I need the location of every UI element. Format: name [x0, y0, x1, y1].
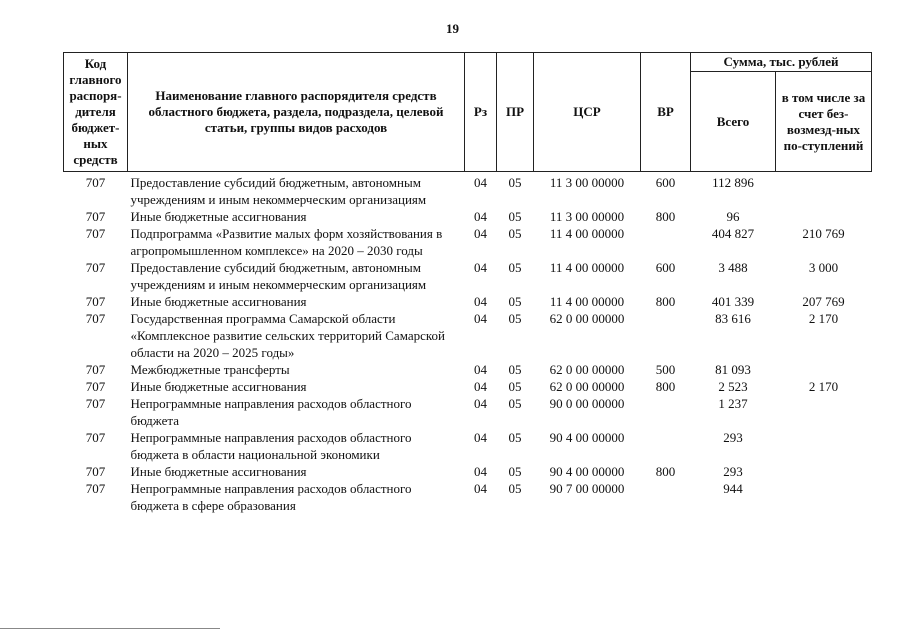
cell-name: Государственная программа Самарской области «Комплексное развитие сельских территорий Самарской области на 2020 – 2025 годы»	[130, 311, 445, 360]
cell-name: Межбюджетные трансферты	[130, 362, 290, 377]
cell-name: Иные бюджетные ассигнования	[130, 209, 307, 224]
cell-name: Иные бюджетные ассигнования	[130, 294, 307, 309]
cell-code: 707	[85, 226, 106, 241]
cell-total: 404 827	[711, 226, 755, 241]
cell-free	[776, 172, 872, 209]
cell-code: 707	[85, 362, 106, 377]
cell-free	[776, 361, 872, 378]
cell-vr: 600	[655, 175, 676, 190]
page-number: 19	[446, 21, 459, 36]
cell-pr: 05	[508, 379, 522, 394]
cell-free: 2 170	[808, 311, 839, 326]
cell-name: Непрограммные направления расходов областного бюджета в области национальной экономики	[130, 430, 412, 462]
cell-rz: 04	[474, 362, 487, 377]
cell-pr: 05	[508, 175, 522, 190]
cell-pr: 05	[508, 226, 522, 241]
cell-code: 707	[85, 481, 106, 496]
cell-vr: 800	[655, 379, 676, 394]
cell-free	[776, 463, 872, 480]
cell-vr: 800	[655, 294, 676, 309]
cell-code: 707	[85, 175, 106, 190]
cell-rz: 04	[474, 260, 487, 275]
cell-vr	[641, 395, 691, 429]
cell-vr: 800	[655, 209, 676, 224]
cell-total: 96	[726, 209, 740, 224]
table-row	[64, 293, 872, 310]
table-row	[64, 429, 872, 463]
cell-vr	[641, 429, 691, 463]
cell-total: 401 339	[711, 294, 755, 309]
cell-code: 707	[85, 209, 106, 224]
cell-csr: 11 3 00 00000	[549, 175, 625, 190]
table-row	[64, 208, 872, 225]
table-row	[64, 310, 872, 361]
header-pr: ПР	[497, 53, 534, 172]
cell-total: 1 237	[718, 396, 748, 411]
header-code: Код главного распоря-дителя бюджет-ных средств	[64, 53, 128, 172]
cell-total: 293	[723, 430, 743, 445]
cell-total: 83 616	[715, 311, 751, 326]
table-row	[64, 172, 872, 209]
table-row	[64, 225, 872, 259]
cell-pr: 05	[508, 464, 522, 479]
cell-pr: 05	[508, 260, 522, 275]
cell-rz: 04	[474, 294, 487, 309]
cell-pr: 05	[508, 209, 522, 224]
cell-code: 707	[85, 260, 106, 275]
header-rz: Рз	[465, 53, 497, 172]
cell-csr: 90 7 00 00000	[549, 481, 625, 496]
header-name: Наименование главного распорядителя средств областного бюджета, раздела, подраздела, целевой статьи, группы видов расходов	[128, 53, 465, 172]
cell-rz: 04	[474, 396, 487, 411]
table-row	[64, 395, 872, 429]
cell-rz: 04	[474, 430, 487, 445]
cell-pr: 05	[508, 430, 522, 445]
cell-vr: 600	[655, 260, 676, 275]
cell-vr	[641, 225, 691, 259]
table-row	[64, 480, 872, 514]
cell-csr: 62 0 00 00000	[549, 311, 625, 326]
cell-csr: 11 4 00 00000	[549, 294, 625, 309]
header-csr: ЦСР	[534, 53, 641, 172]
cell-rz: 04	[474, 175, 487, 190]
cell-total: 944	[723, 481, 743, 496]
scan-artifact-line	[0, 628, 220, 629]
cell-vr: 800	[655, 464, 676, 479]
cell-csr: 11 4 00 00000	[549, 260, 625, 275]
cell-name: Иные бюджетные ассигнования	[130, 379, 307, 394]
cell-free: 210 769	[802, 226, 845, 241]
cell-free	[776, 395, 872, 429]
cell-csr: 11 3 00 00000	[549, 209, 625, 224]
cell-free	[776, 429, 872, 463]
cell-rz: 04	[474, 311, 487, 326]
table-header	[64, 53, 872, 172]
cell-name: Иные бюджетные ассигнования	[130, 464, 307, 479]
cell-total: 3 488	[718, 260, 748, 275]
cell-rz: 04	[474, 481, 487, 496]
header-free: в том числе за счет без-возмезд-ных по-ступлений	[776, 72, 872, 172]
cell-csr: 90 4 00 00000	[549, 430, 625, 445]
cell-name: Предоставление субсидий бюджетным, автономным учреждениям и иным некоммерческим организациям	[130, 260, 427, 292]
cell-vr	[641, 310, 691, 361]
cell-code: 707	[85, 464, 106, 479]
cell-pr: 05	[508, 396, 522, 411]
cell-code: 707	[85, 379, 106, 394]
cell-code: 707	[85, 430, 106, 445]
cell-csr: 62 0 00 00000	[549, 362, 625, 377]
cell-total: 81 093	[715, 362, 751, 377]
cell-csr: 62 0 00 00000	[549, 379, 625, 394]
header-vr: ВР	[641, 53, 691, 172]
cell-free	[776, 480, 872, 514]
cell-rz: 04	[474, 226, 487, 241]
cell-vr	[641, 480, 691, 514]
cell-total: 112 896	[712, 175, 754, 190]
cell-name: Непрограммные направления расходов областного бюджета в сфере образования	[130, 481, 412, 513]
cell-name: Непрограммные направления расходов областного бюджета	[130, 396, 412, 428]
cell-total: 293	[723, 464, 743, 479]
header-sum: Сумма, тыс. рублей	[691, 53, 872, 72]
table-row	[64, 378, 872, 395]
cell-name: Предоставление субсидий бюджетным, автономным учреждениям и иным некоммерческим организациям	[130, 175, 427, 207]
cell-rz: 04	[474, 379, 487, 394]
cell-name: Подпрограмма «Развитие малых форм хозяйствования в агропромышленном комплексе» на 2020 – 2030 годы	[130, 226, 443, 258]
cell-rz: 04	[474, 209, 487, 224]
cell-pr: 05	[508, 362, 522, 377]
cell-pr: 05	[508, 481, 522, 496]
cell-free: 207 769	[802, 294, 845, 309]
cell-code: 707	[85, 311, 106, 326]
table-row	[64, 361, 872, 378]
budget-table	[63, 52, 872, 514]
cell-csr: 11 4 00 00000	[549, 226, 625, 241]
header-total: Всего	[691, 72, 776, 172]
cell-free	[776, 208, 872, 225]
cell-pr: 05	[508, 311, 522, 326]
table-body	[64, 172, 872, 515]
cell-rz: 04	[474, 464, 487, 479]
table-row	[64, 259, 872, 293]
cell-csr: 90 4 00 00000	[549, 464, 625, 479]
cell-code: 707	[85, 294, 106, 309]
cell-free: 3 000	[808, 260, 839, 275]
cell-free: 2 170	[808, 379, 839, 394]
table-row	[64, 463, 872, 480]
cell-pr: 05	[508, 294, 522, 309]
cell-total: 2 523	[718, 379, 748, 394]
cell-csr: 90 0 00 00000	[549, 396, 625, 411]
cell-code: 707	[85, 396, 106, 411]
cell-vr: 500	[655, 362, 676, 377]
